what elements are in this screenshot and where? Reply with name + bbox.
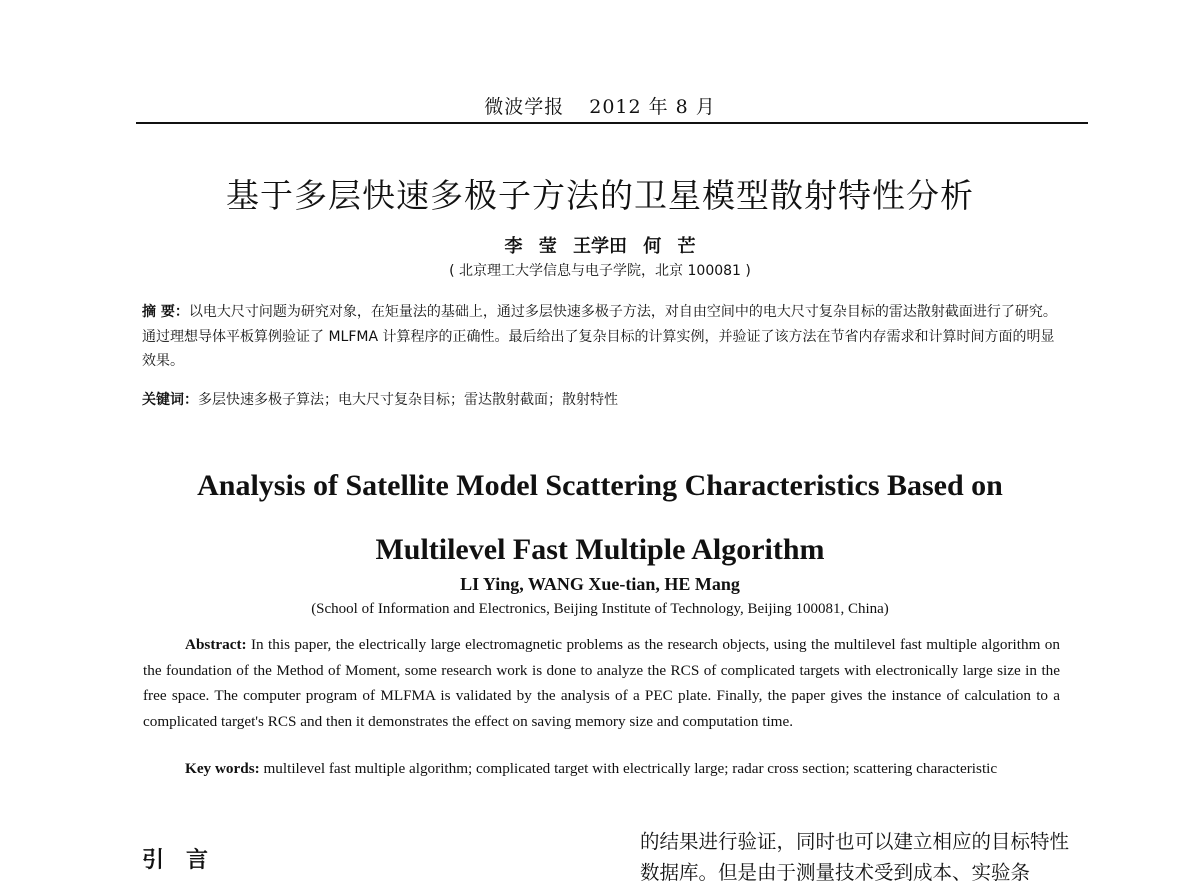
- section-heading-introduction: 引言: [142, 848, 231, 873]
- en-title: [0, 454, 1200, 582]
- en-abstract: [143, 632, 1060, 734]
- cn-affiliation: ( 北京理工大学信息与电子学院，北京 100081 ): [449, 263, 751, 279]
- cn-keywords: [142, 388, 1062, 412]
- journal-header: [0, 92, 1200, 119]
- cn-title: 基于多层快速多极子方法的卫星模型散射特性分析: [226, 176, 974, 215]
- en-keywords-text: multilevel fast multiple algorithm; complicated target with electrically large; radar cross section; scattering characteristic: [259, 760, 998, 777]
- en-title-line2: Multilevel Fast Multiple Algorithm: [375, 533, 825, 566]
- cn-abstract-label: 摘 要：: [142, 304, 189, 320]
- cn-authors: 李 莹 王学田 何 芒: [504, 236, 696, 257]
- header-rule: [136, 122, 1088, 124]
- en-affiliation: (School of Information and Electronics, Beijing Institute of Technology, Beijing 100081, China): [311, 601, 889, 617]
- en-authors: LI Ying, WANG Xue-tian, HE Mang: [460, 574, 740, 594]
- en-abstract-text: In this paper, the electrically large electromagnetic problems as the research objects, using the multilevel fast multiple algorithm on the foundation of the Method of Moment, some research work is done to analyze the RCS of complicated targets with electronically large size in the free space. The computer program of MLFMA is validated by the analysis of a PEC plate. Finally, the paper gives the instance of calculation to a complicated target's RCS and then it demonstrates the effect on saving memory size and computation time.: [143, 636, 1060, 730]
- journal-name: 微波学报: [484, 96, 565, 118]
- en-keywords-label: Key words:: [185, 760, 260, 777]
- en-abstract-label: Abstract:: [185, 636, 247, 653]
- body-right-column: 的结果进行验证，同时也可以建立相应的目标特性数据库。但是由于测量技术受到成本、实验条: [640, 830, 1070, 884]
- cn-keywords-text: 多层快速多极子算法；电大尺寸复杂目标；雷达散射截面；散射特性: [198, 392, 618, 408]
- journal-date: 2012 年 8 月: [589, 96, 716, 118]
- cn-abstract: [142, 300, 1062, 374]
- en-title-line1: Analysis of Satellite Model Scattering Characteristics Based on: [197, 469, 1003, 502]
- cn-keywords-label: 关键词：: [142, 392, 198, 408]
- cn-abstract-text: 以电大尺寸问题为研究对象，在矩量法的基础上，通过多层快速多极子方法，对自由空间中的电大尺寸复杂目标的雷达散射截面进行了研究。通过理想导体平板算例验证了 MLFMA 计算程序的正确性。最后给出了复杂目标的计算实例，并验证了该方法在节省内存需求和计算时间方面的明显效果。: [142, 304, 1057, 369]
- en-keywords: [143, 756, 1060, 781]
